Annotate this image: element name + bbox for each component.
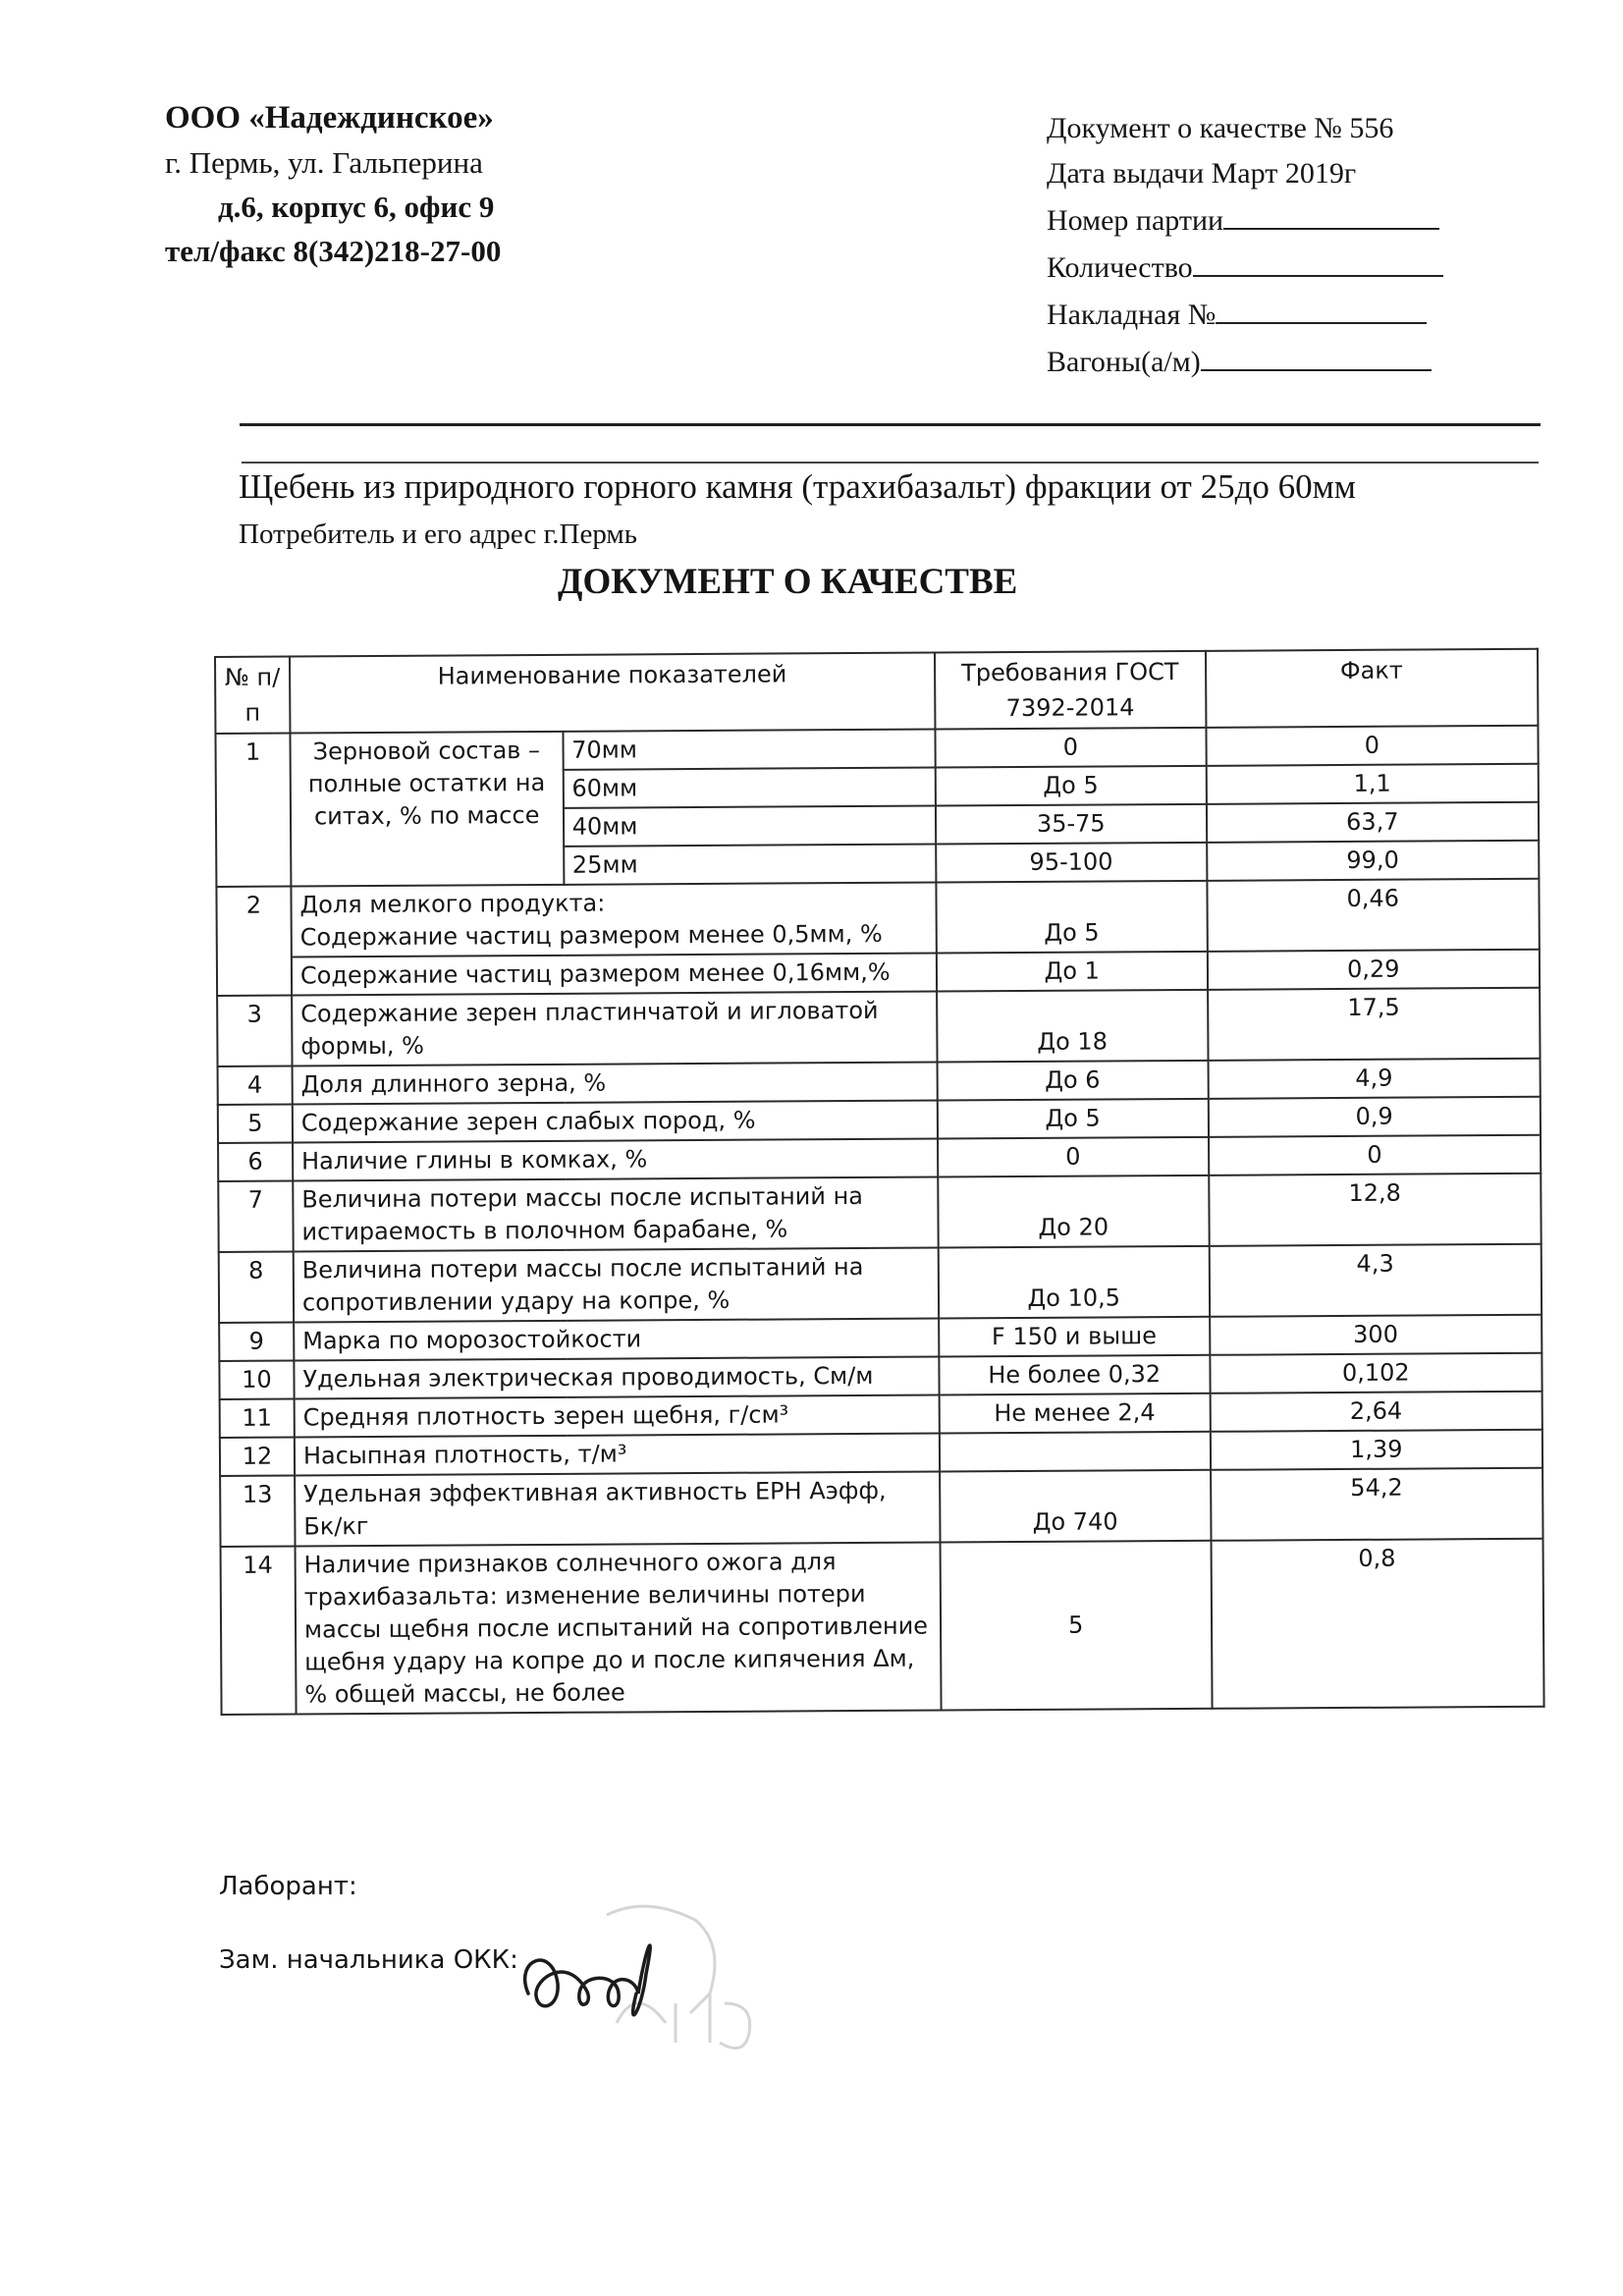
row-fact: 17,5 bbox=[1208, 988, 1541, 1061]
row-number: 2 bbox=[216, 887, 292, 996]
row-fact: 99,0 bbox=[1207, 841, 1540, 881]
row-fact: 0,102 bbox=[1210, 1353, 1542, 1394]
wagons-label: Вагоны(а/м) bbox=[1047, 346, 1201, 378]
document-info-block bbox=[1047, 106, 1443, 385]
row-requirement: 0 bbox=[935, 728, 1206, 768]
row-fact: 0,9 bbox=[1208, 1097, 1541, 1137]
row-number: 1 bbox=[215, 734, 291, 887]
company-address-line1: г. Пермь, ул. Гальперина bbox=[165, 145, 483, 180]
row-requirement: Не менее 2,4 bbox=[939, 1394, 1210, 1434]
row-name: Наличие глины в комках, % bbox=[293, 1139, 938, 1181]
issue-date: Дата выдачи Март 2019г bbox=[1047, 157, 1357, 190]
row-name-line: Доля мелкого продукта: bbox=[299, 889, 606, 919]
row-name-line: Содержание частиц размером менее 0,5мм, % bbox=[299, 919, 883, 952]
wagons-blank-line bbox=[1201, 338, 1432, 371]
row-fact: 300 bbox=[1210, 1315, 1542, 1355]
table-row bbox=[217, 988, 1540, 1066]
row-number: 14 bbox=[221, 1547, 297, 1715]
row-fact: 1,39 bbox=[1210, 1430, 1542, 1470]
row-requirement: До 5 bbox=[936, 766, 1207, 806]
invoice-label: Накладная № bbox=[1047, 299, 1217, 331]
row-name: Наличие признаков солнечного ожога для трахибазальта: изменение величины потери массы щебня после испытаний на сопротивление щебня удару на копре до и после кипячения Δм, % общей массы, не более bbox=[295, 1543, 941, 1715]
row-fact: 1,1 bbox=[1206, 764, 1539, 804]
row-number: 10 bbox=[219, 1361, 294, 1399]
row-requirement: 5 bbox=[940, 1541, 1212, 1711]
document-title: ДОКУМЕНТ О КАЧЕСТВЕ bbox=[558, 562, 1018, 602]
row-number: 8 bbox=[219, 1252, 294, 1323]
row-requirement: До 18 bbox=[937, 990, 1208, 1063]
row-name: Содержание зерен пластинчатой и игловатой формы, % bbox=[292, 992, 937, 1066]
table-row bbox=[221, 1539, 1544, 1715]
sieve-size: 40мм bbox=[564, 806, 937, 847]
quantity-blank-line bbox=[1193, 244, 1443, 277]
header-name: Наименование показателей bbox=[290, 653, 935, 734]
sieve-size: 60мм bbox=[563, 768, 936, 808]
row-requirement: До 5 bbox=[938, 1099, 1209, 1139]
quality-table bbox=[214, 648, 1545, 1716]
row-fact: 12,8 bbox=[1209, 1174, 1542, 1246]
invoice-blank-line bbox=[1216, 291, 1427, 324]
row-requirement: До 5 bbox=[936, 881, 1207, 954]
row-fact: 4,9 bbox=[1208, 1059, 1541, 1099]
sieve-size: 70мм bbox=[563, 730, 936, 770]
stamp-marks bbox=[617, 1994, 750, 2049]
product-description: Щебень из природного горного камня (трахибазальт) фракции от 25до 60мм bbox=[239, 467, 1356, 506]
row-requirement: 0 bbox=[938, 1137, 1209, 1177]
row-requirement: До 20 bbox=[938, 1175, 1209, 1248]
row-requirement: До 740 bbox=[940, 1470, 1211, 1543]
row-requirement: До 6 bbox=[937, 1061, 1208, 1101]
row-number: 11 bbox=[220, 1399, 295, 1438]
row-name: Зерновой состав – полные остатки на ситах, % по массе bbox=[290, 732, 564, 887]
batch-label: Номер партии bbox=[1047, 204, 1224, 237]
row-number: 4 bbox=[218, 1066, 293, 1105]
row-fact: 4,3 bbox=[1209, 1244, 1542, 1317]
row-name bbox=[291, 883, 936, 957]
lab-assistant-label: Лаборант: bbox=[219, 1872, 357, 1901]
table-row bbox=[220, 1468, 1542, 1547]
row-fact: 63,7 bbox=[1207, 802, 1540, 843]
quantity-label: Количество bbox=[1047, 251, 1193, 284]
consumer-address: Потребитель и его адрес г.Пермь bbox=[239, 519, 637, 550]
table-row bbox=[218, 1174, 1541, 1252]
row-number: 13 bbox=[220, 1476, 295, 1547]
row-fact: 0 bbox=[1206, 726, 1539, 766]
company-block bbox=[165, 96, 501, 273]
header-requirements: Требования ГОСТ 7392-2014 bbox=[935, 651, 1206, 730]
row-name: Насыпная плотность, т/м³ bbox=[295, 1434, 940, 1476]
doc-number: Документ о качестве № 556 bbox=[1047, 112, 1394, 144]
row-fact: 0,46 bbox=[1207, 879, 1540, 952]
divider-line-bottom bbox=[242, 462, 1539, 464]
stamp-impression bbox=[607, 1906, 750, 2049]
row-requirement: F 150 и выше bbox=[939, 1317, 1210, 1357]
row-requirement: 35-75 bbox=[936, 804, 1207, 845]
row-name: Величина потери массы после испытаний на истираемость в полочном барабане, % bbox=[293, 1177, 938, 1252]
row-requirement bbox=[940, 1432, 1211, 1472]
company-phone: тел/факс 8(342)218-27-00 bbox=[165, 234, 502, 268]
row-name: Удельная электрическая проводимость, См/м bbox=[294, 1357, 939, 1399]
header-fact: Факт bbox=[1206, 649, 1539, 728]
row-requirement: До 10,5 bbox=[939, 1246, 1210, 1319]
wagons-row bbox=[1047, 338, 1443, 385]
batch-row bbox=[1047, 196, 1443, 244]
row-name: Доля длинного зерна, % bbox=[292, 1063, 937, 1105]
row-requirement: До 1 bbox=[937, 952, 1208, 992]
row-name: Величина потери массы после испытаний на сопротивлении удару на копре, % bbox=[294, 1248, 939, 1323]
row-name: Содержание зерен слабых пород, % bbox=[293, 1101, 938, 1143]
row-number: 3 bbox=[217, 996, 292, 1066]
table-row bbox=[219, 1244, 1542, 1323]
row-name: Марка по морозостойкости bbox=[294, 1319, 939, 1361]
row-requirement: 95-100 bbox=[936, 843, 1207, 883]
company-name: ООО «Надеждинское» bbox=[165, 100, 494, 136]
row-fact: 0,29 bbox=[1207, 950, 1540, 990]
row-name: Удельная эффективная активность ЕРН Аэфф, Бк/кг bbox=[295, 1472, 940, 1547]
divider-line-top bbox=[240, 423, 1541, 426]
row-name: Средняя плотность зерен щебня, г/см³ bbox=[295, 1395, 940, 1438]
signature-and-stamp bbox=[499, 1886, 793, 2082]
invoice-row bbox=[1047, 291, 1443, 338]
row-fact: 0,8 bbox=[1211, 1539, 1543, 1709]
quantity-row bbox=[1047, 244, 1443, 291]
sieve-size: 25мм bbox=[564, 845, 937, 885]
row-name: Содержание частиц размером менее 0,16мм,% bbox=[292, 954, 937, 996]
row-number: 5 bbox=[218, 1105, 293, 1143]
batch-blank-line bbox=[1223, 196, 1439, 230]
row-fact: 54,2 bbox=[1211, 1468, 1543, 1541]
deputy-head-label: Зам. начальника ОКК: bbox=[219, 1945, 518, 1975]
table-header-row bbox=[215, 649, 1538, 734]
company-address-line2: д.6, корпус 6, офис 9 bbox=[218, 190, 495, 224]
row-requirement: Не более 0,32 bbox=[939, 1355, 1210, 1395]
row-number: 7 bbox=[218, 1181, 293, 1252]
row-number: 6 bbox=[218, 1143, 293, 1181]
row-number: 9 bbox=[219, 1323, 294, 1361]
header-num: № п/п bbox=[215, 657, 290, 734]
row-fact: 0 bbox=[1209, 1135, 1542, 1175]
table-row bbox=[216, 879, 1539, 957]
row-number: 12 bbox=[220, 1438, 295, 1476]
row-fact: 2,64 bbox=[1210, 1392, 1542, 1432]
